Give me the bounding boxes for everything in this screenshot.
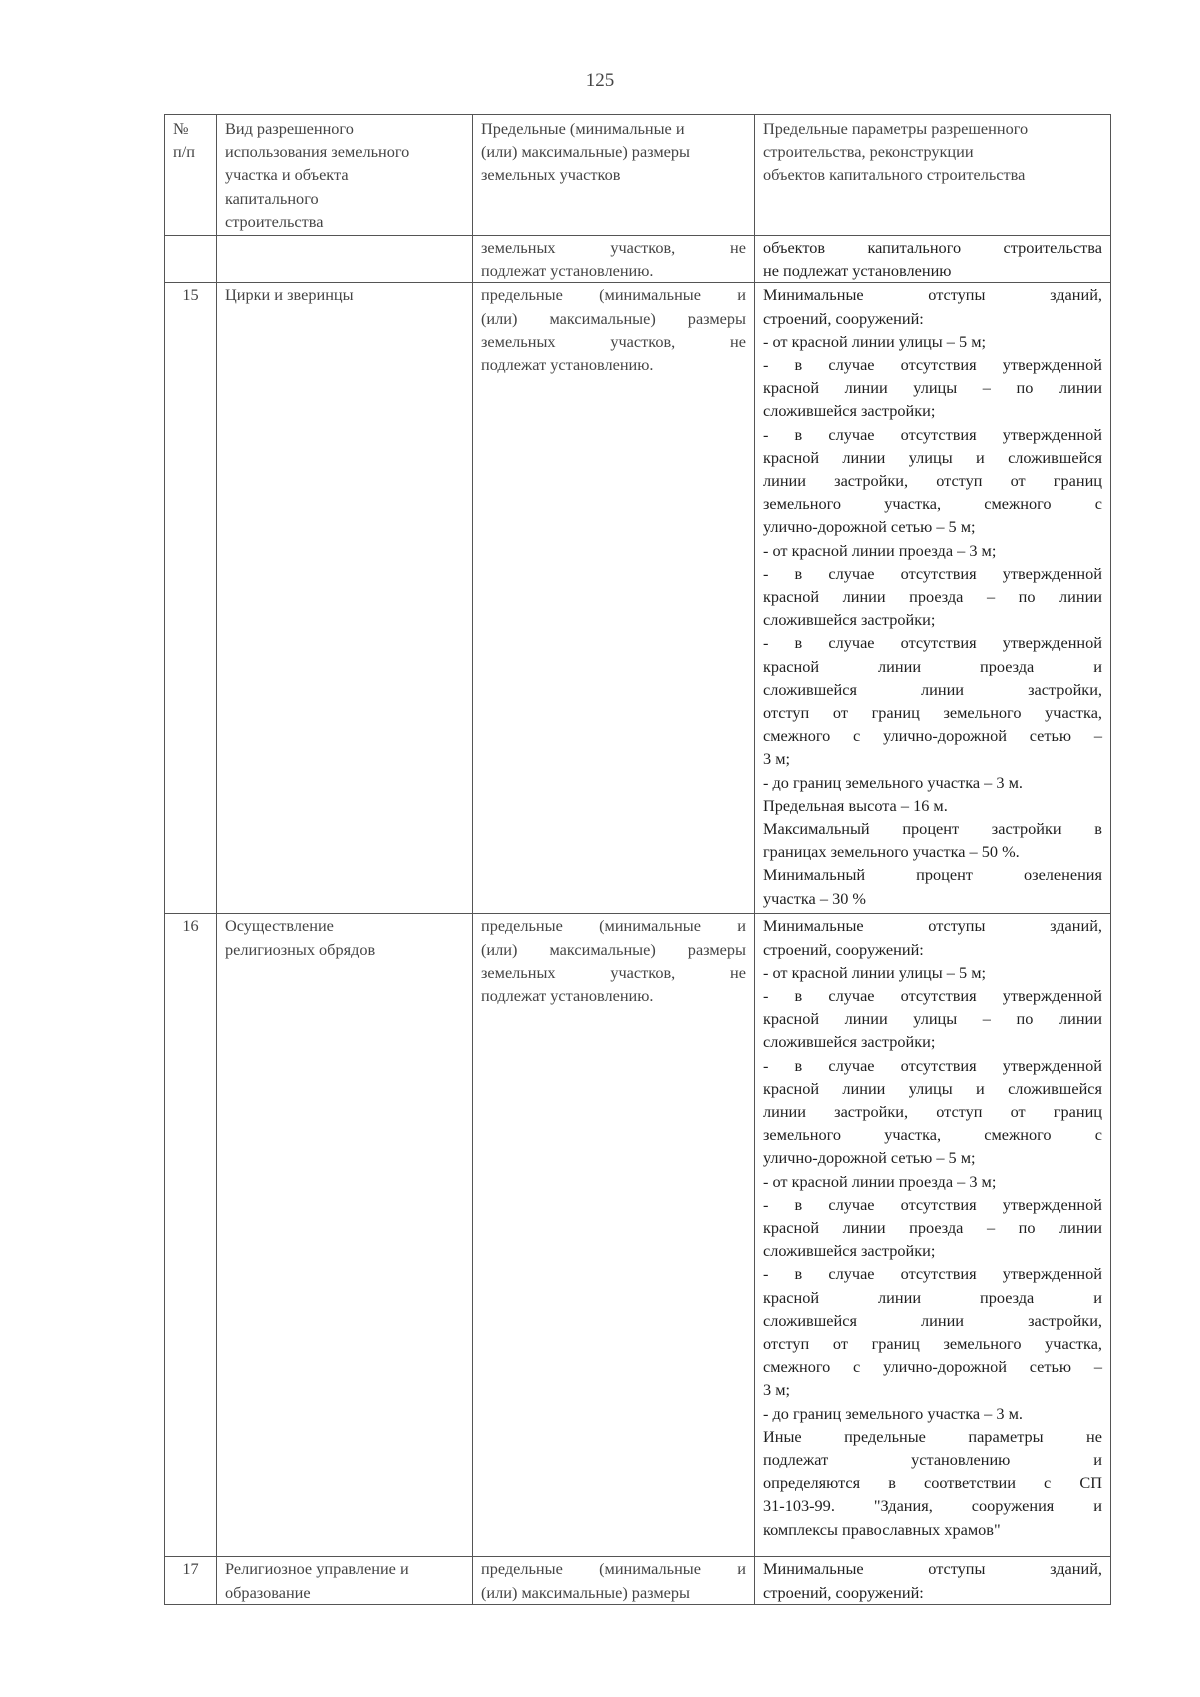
text-line: Предельная высота – 16 м. xyxy=(763,795,948,815)
text-line: сложившейся линии застройки, xyxy=(763,679,1102,699)
text-line: земельных участков, не xyxy=(481,331,746,351)
text-line: участка – 30 % xyxy=(763,888,866,908)
text-line: - в случае отсутствия утвержденной xyxy=(763,1055,1102,1075)
cell-size xyxy=(473,914,755,1557)
cell-num xyxy=(165,236,217,283)
text-line: - от красной линии улицы – 5 м; xyxy=(763,962,987,982)
cell-size xyxy=(473,236,755,283)
text-line: красной линии улицы и сложившейся xyxy=(763,447,1102,467)
cell-kind xyxy=(217,1557,473,1604)
text-line: объектов капитального строительства xyxy=(763,165,1026,185)
text-line: 3 м; xyxy=(763,1380,791,1400)
text-line: предельные (минимальные и xyxy=(481,1559,746,1579)
text-line: сложившейся застройки; xyxy=(763,1241,936,1261)
text-line: земельного участка, смежного с xyxy=(763,1125,1102,1145)
text-line: подлежат установлению и xyxy=(763,1450,1102,1470)
text-line: отступ от границ земельного участка, xyxy=(763,1334,1102,1354)
text-line: Максимальный процент застройки в xyxy=(763,819,1102,839)
text-line: - от красной линии проезда – 3 м; xyxy=(763,1171,997,1191)
text-line: земельных участков, не xyxy=(481,962,746,982)
table-row-17 xyxy=(165,1557,1111,1604)
text-line: линии застройки, отступ от границ xyxy=(763,471,1102,491)
text-line: смежного с улично-дорожной сетью – xyxy=(763,726,1102,746)
text-line: определяются в соответствии с СП xyxy=(763,1473,1102,1493)
table-row-16 xyxy=(165,914,1111,1557)
text-line: Минимальный процент озеленения xyxy=(763,865,1102,885)
text-line: 31-103-99. "Здания, сооружения и xyxy=(763,1496,1102,1516)
text-line: использования земельного xyxy=(225,142,410,162)
text-line: красной линии улицы и сложившейся xyxy=(763,1078,1102,1098)
text-line: (или) максимальные) размеры xyxy=(481,939,746,959)
text-line: участка и объекта xyxy=(225,165,349,185)
header-num xyxy=(165,115,217,236)
text-line: сложившейся застройки; xyxy=(763,610,936,630)
cell-num: 15 xyxy=(165,283,217,914)
text-line: - в случае отсутствия утвержденной xyxy=(763,633,1102,653)
text-line: улично-дорожной сетью – 5 м; xyxy=(763,1148,976,1168)
text-line: смежного с улично-дорожной сетью – xyxy=(763,1357,1102,1377)
text-line: № xyxy=(173,119,189,138)
text-line: (или) максимальные) размеры xyxy=(481,308,746,328)
text-line: - в случае отсутствия утвержденной xyxy=(763,1194,1102,1214)
text-line: (или) максимальные) размеры xyxy=(481,1582,690,1602)
table-header-row xyxy=(165,115,1111,236)
text-line: - до границ земельного участка – 3 м. xyxy=(763,772,1023,792)
text-line: Предельные (минимальные и xyxy=(481,119,685,138)
text-line: п/п xyxy=(173,142,195,162)
text-line: Предельные параметры разрешенного xyxy=(763,119,1029,138)
text-line: религиозных обрядов xyxy=(225,939,376,959)
zoning-parameters-table xyxy=(164,114,1111,1605)
text-line: - до границ земельного участка – 3 м. xyxy=(763,1403,1023,1423)
text-line: сложившейся линии застройки, xyxy=(763,1310,1102,1330)
text-line: образование xyxy=(225,1582,311,1602)
text-line: земельного участка, смежного с xyxy=(763,494,1102,514)
text-line: границах земельного участка – 50 %. xyxy=(763,842,1020,862)
text-line: строений, сооружений: xyxy=(763,308,924,328)
cell-size xyxy=(473,283,755,914)
cell-param xyxy=(755,1557,1111,1604)
text-line: линии застройки, отступ от границ xyxy=(763,1102,1102,1122)
page-number: 125 xyxy=(585,70,615,91)
text-line: Минимальные отступы зданий, xyxy=(763,916,1102,936)
text-line: Минимальные отступы зданий, xyxy=(763,1559,1102,1579)
text-line: предельные (минимальные и xyxy=(481,916,746,936)
text-line: - в случае отсутствия утвержденной xyxy=(763,563,1102,583)
text-line: подлежат установлению. xyxy=(481,986,654,1006)
text-line: красной линии проезда и xyxy=(763,656,1102,676)
text-line: Религиозное управление и xyxy=(225,1559,409,1579)
cell-kind xyxy=(217,914,473,1557)
text-line: красной линии улицы – по линии xyxy=(763,1009,1102,1029)
cell-num: 16 xyxy=(165,914,217,1557)
text-line: отступ от границ земельного участка, xyxy=(763,703,1102,723)
text-line: красной линии улицы – по линии xyxy=(763,378,1102,398)
text-line: - в случае отсутствия утвержденной xyxy=(763,986,1102,1006)
text-line: красной линии проезда и xyxy=(763,1287,1102,1307)
text-line: - в случае отсутствия утвержденной xyxy=(763,355,1102,375)
cell-size xyxy=(473,1557,755,1604)
text-line: земельных участков xyxy=(481,165,621,185)
cell-num: 17 xyxy=(165,1557,217,1604)
cell-param xyxy=(755,914,1111,1557)
table-row-15 xyxy=(165,283,1111,914)
text-line: капитального xyxy=(225,188,319,208)
text-line: красной линии проезда – по линии xyxy=(763,587,1102,607)
text-line: объектов капитального строительства xyxy=(763,238,1102,257)
text-line: сложившейся застройки; xyxy=(763,401,936,421)
text-line: Иные предельные параметры не xyxy=(763,1426,1102,1446)
header-kind xyxy=(217,115,473,236)
text-line: (или) максимальные) размеры xyxy=(481,142,690,162)
cell-param xyxy=(755,283,1111,914)
text-line: подлежат установлению. xyxy=(481,355,654,375)
text-line: Осуществление xyxy=(225,916,334,936)
header-size xyxy=(473,115,755,236)
table-row-continuation xyxy=(165,236,1111,283)
text-line: комплексы православных храмов" xyxy=(763,1519,1001,1539)
text-line: улично-дорожной сетью – 5 м; xyxy=(763,517,976,537)
text-line: строений, сооружений: xyxy=(763,939,924,959)
text-line: строительства, реконструкции xyxy=(763,142,974,162)
text-line: 3 м; xyxy=(763,749,791,769)
text-line: строительства xyxy=(225,211,324,231)
text-line: подлежат установлению. xyxy=(481,261,654,281)
text-line: не подлежат установлению xyxy=(763,261,952,281)
text-line: строений, сооружений: xyxy=(763,1582,924,1602)
cell-param xyxy=(755,236,1111,283)
text-line: предельные (минимальные и xyxy=(481,285,746,305)
header-param xyxy=(755,115,1111,236)
text-line: земельных участков, не xyxy=(481,238,746,257)
text-line: красной линии проезда – по линии xyxy=(763,1218,1102,1238)
cell-kind xyxy=(217,236,473,283)
cell-kind: Цирки и зверинцы xyxy=(217,283,473,914)
text-line: - в случае отсутствия утвержденной xyxy=(763,1264,1102,1284)
text-line: сложившейся застройки; xyxy=(763,1032,936,1052)
text-line: Вид разрешенного xyxy=(225,119,354,138)
text-line: - от красной линии проезда – 3 м; xyxy=(763,540,997,560)
text-line: - от красной линии улицы – 5 м; xyxy=(763,331,987,351)
text-line: Минимальные отступы зданий, xyxy=(763,285,1102,305)
text-line: - в случае отсутствия утвержденной xyxy=(763,424,1102,444)
